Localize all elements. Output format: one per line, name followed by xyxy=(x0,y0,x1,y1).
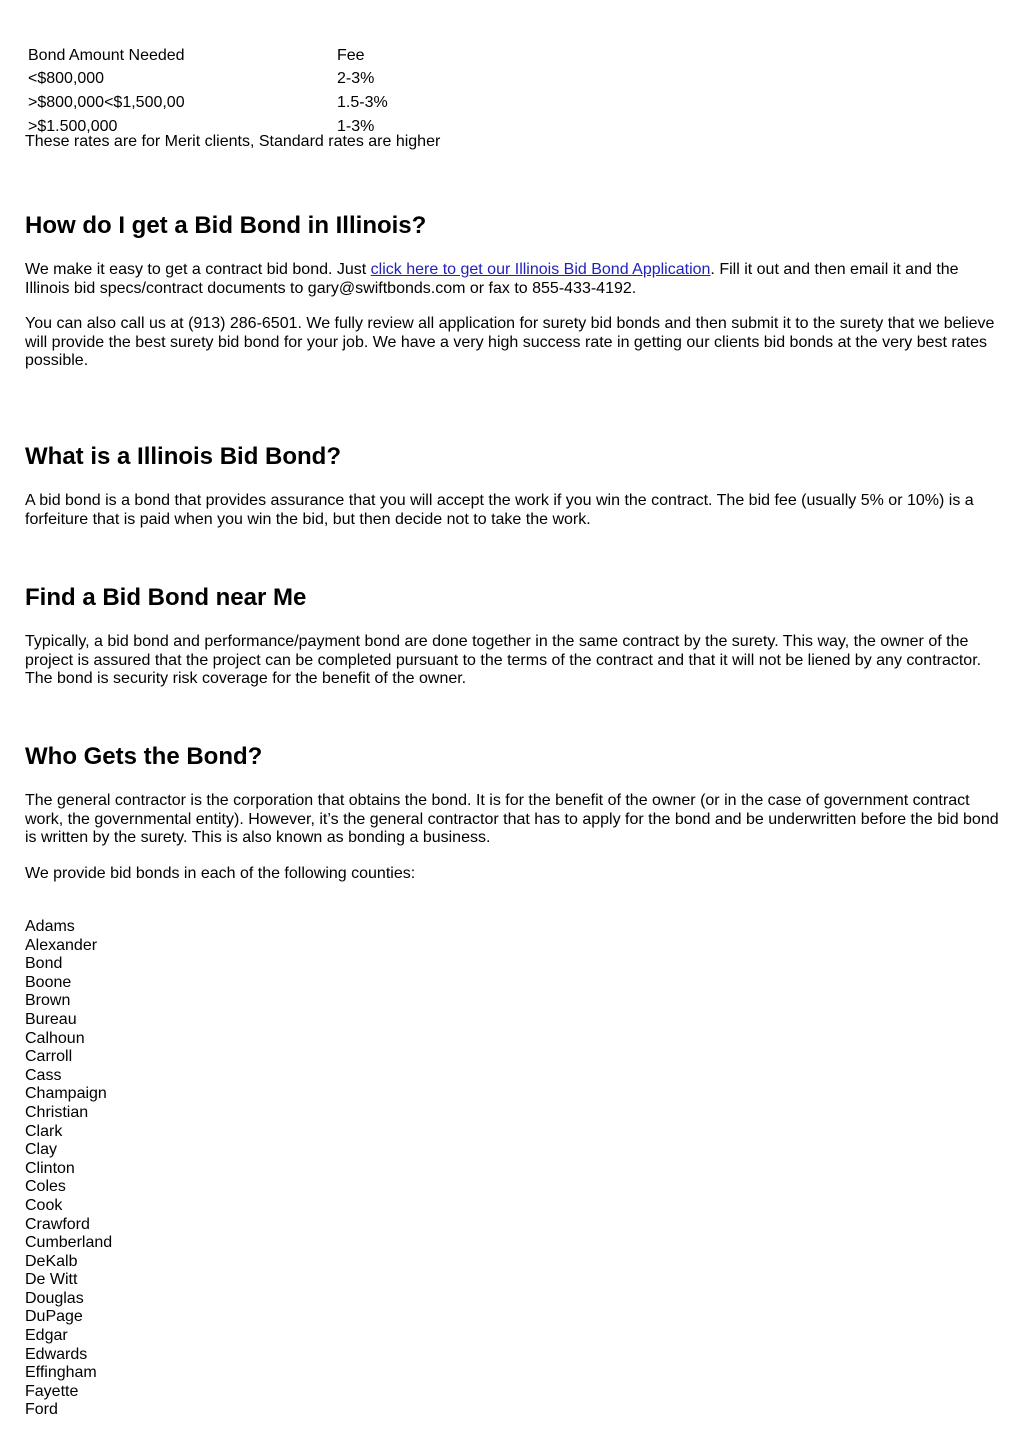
county-list-item: Effingham xyxy=(25,1364,97,1382)
county-list-item: Carroll xyxy=(25,1048,73,1066)
table-row xyxy=(25,91,388,115)
county-list-item: Edgar xyxy=(25,1327,68,1345)
county-list-item: Champaign xyxy=(25,1085,107,1103)
county-list-item: Ford xyxy=(25,1401,58,1419)
fee-table-cell: 1-3% xyxy=(337,117,375,135)
county-list-item: Boone xyxy=(25,973,72,991)
fee-table-header-row xyxy=(25,44,388,68)
section-heading: How do I get a Bid Bond in Illinois? xyxy=(25,212,427,239)
fee-table-cell: 2-3% xyxy=(337,70,375,88)
fee-table xyxy=(25,44,388,139)
section-heading: Find a Bid Bond near Me xyxy=(25,584,307,611)
county-list-item: Christian xyxy=(25,1103,89,1121)
section-how-to-get xyxy=(25,212,1000,371)
county-list-item: Bureau xyxy=(25,1010,77,1028)
county-list-item: Clark xyxy=(25,1122,63,1140)
section-heading: What is a Illinois Bid Bond? xyxy=(25,443,341,470)
county-list-block xyxy=(25,918,1000,1420)
county-list-item: Alexander xyxy=(25,936,98,954)
fee-table-header-fee: Fee xyxy=(337,46,365,64)
county-list-item: Fayette xyxy=(25,1382,79,1400)
document-page xyxy=(25,44,1000,151)
county-list-item: De Witt xyxy=(25,1271,78,1289)
bid-bond-application-link[interactable]: click here to get our Illinois Bid Bond Application xyxy=(370,261,711,278)
county-list-item: Brown xyxy=(25,992,71,1010)
county-list xyxy=(25,918,1000,1420)
fee-table-cell: <$800,000 xyxy=(28,70,105,88)
county-list-item: Cumberland xyxy=(25,1234,113,1252)
county-list-item: Clinton xyxy=(25,1159,75,1177)
county-list-item: Crawford xyxy=(25,1215,90,1233)
section-paragraph: A bid bond is a bond that provides assurance that you will accept the work if you win the contract. The bid fee (usually 5% or 10%) is a forfeiture that is paid when you win the bid, but then decide not to take the work. xyxy=(25,492,974,528)
county-list-item: Bond xyxy=(25,955,63,973)
county-list-item: Douglas xyxy=(25,1289,84,1307)
section-who-gets xyxy=(25,743,1000,883)
fee-table-cell: >$800,000<$1,500,00 xyxy=(28,93,185,111)
fee-table-cell: >$1.500,000 xyxy=(28,117,118,135)
section-paragraph xyxy=(25,261,1000,298)
section-paragraph: You can also call us at (913) 286-6501. We fully review all application for surety bid bonds and then submit it to the surety that we believe will provide the best surety bid bond for your job. We have a very high success rate in getting our clients bid bonds at the very best rates possible. xyxy=(25,315,995,370)
rates-note: These rates are for Merit clients, Standard rates are higher xyxy=(25,132,441,150)
table-row xyxy=(25,68,388,92)
paragraph-text: We make it easy to get a contract bid bond. Just xyxy=(25,261,371,278)
fee-table-header-amount: Bond Amount Needed xyxy=(28,46,185,64)
county-list-item: DeKalb xyxy=(25,1252,78,1270)
county-list-item: Calhoun xyxy=(25,1029,85,1047)
fee-table-cell: 1.5-3% xyxy=(337,93,388,111)
county-list-item: Clay xyxy=(25,1141,58,1159)
county-list-item: Edwards xyxy=(25,1345,88,1363)
section-paragraph: We provide bid bonds in each of the following counties: xyxy=(25,864,416,882)
county-list-item: Coles xyxy=(25,1178,66,1196)
county-list-item: Cass xyxy=(25,1066,62,1084)
section-paragraph: The general contractor is the corporation that obtains the bond. It is for the benefit of the owner (or in the case of government contract work, the governmental entity). However, it’s the general contractor that has to apply for the bond and be underwritten before the bid bond is written by the surety. This is also known as bonding a business. xyxy=(25,792,999,847)
section-heading: Who Gets the Bond? xyxy=(25,743,263,770)
county-list-item: DuPage xyxy=(25,1308,83,1326)
section-paragraph: Typically, a bid bond and performance/payment bond are done together in the same contract by the surety. This way, the owner of the project is assured that the project can be completed pursuant to the terms of the contract and that it will not be liened by any contractor. The bond is security risk coverage for the benefit of the owner. xyxy=(25,633,982,688)
paragraph-text: . Fill it out and then email it and the Illinois bid specs/contract documents to gary@swiftbonds.com or fax to 855-433-4192. xyxy=(25,261,959,297)
county-list-item: Adams xyxy=(25,918,75,935)
section-find xyxy=(25,584,1000,689)
county-list-item: Cook xyxy=(25,1196,63,1214)
section-what-is xyxy=(25,443,1000,529)
